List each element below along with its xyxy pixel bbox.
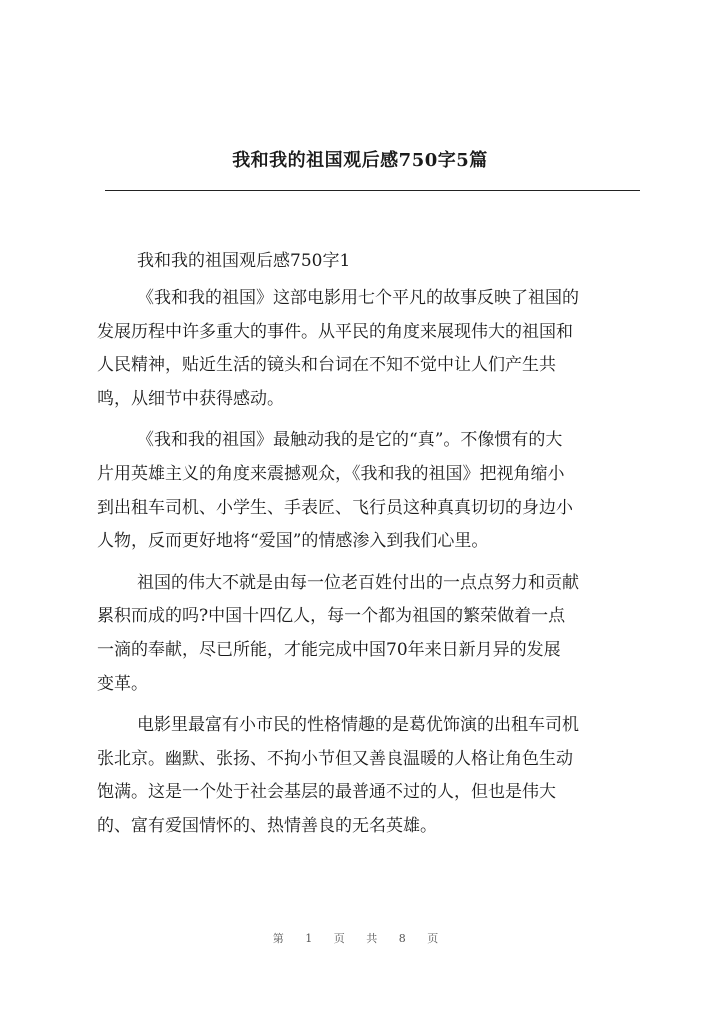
paragraph (97, 709, 657, 843)
paragraph-line: 累积而成的吗?中国十四亿人，每一个都为祖国的繁荣做着一点 (97, 606, 566, 627)
paragraph-line: 人物，反而更好地将“爱国”的情感渗入到我们心里。 (97, 531, 489, 552)
document-body (97, 282, 657, 844)
paragraph-line: 张北京。幽默、张扬、不拘小节但又善良温暖的人格让角色生动 (97, 748, 573, 769)
paragraph-line: 《我和我的祖国》最触动我的是它的“真”。不像惯有的大 (137, 430, 563, 451)
title-divider (105, 190, 640, 191)
page-number: 第 1 页 共 8 页 (272, 932, 448, 945)
paragraph-line: 发展历程中许多重大的事件。从平民的角度来展现伟大的祖国和 (97, 321, 573, 342)
paragraph-line: 片用英雄主义的角度来震撼观众，《我和我的祖国》把视角缩小 (97, 463, 565, 484)
paragraph-line: 《我和我的祖国》这部电影用七个平凡的故事反映了祖国的 (137, 288, 579, 308)
paragraph-line: 的、富有爱国情怀的、热情善良的无名英雄。 (97, 815, 437, 836)
paragraph (97, 282, 657, 416)
paragraph-line: 到出租车司机、小学生、手表匠、飞行员这种真真切切的身边小 (97, 497, 573, 518)
paragraph-line: 鸣，从细节中获得感动。 (97, 388, 284, 409)
paragraph-line: 人民精神，贴近生活的镜头和台词在不知不觉中让人们产生共 (97, 355, 556, 376)
paragraph-line: 电影里最富有小市民的性格情趣的是葛优饰演的出租车司机 (137, 715, 579, 736)
paragraph-line: 祖国的伟大不就是由每一位老百姓付出的一点点努力和贡献 (137, 572, 579, 593)
paragraph-line: 饱满。这是一个处于社会基层的最普通不过的人，但也是伟大 (97, 782, 556, 803)
document-title: 我和我的祖国观后感750字5篇 (232, 150, 488, 171)
section-heading: 我和我的祖国观后感750字1 (137, 251, 351, 271)
paragraph (97, 424, 657, 558)
paragraph-line: 一滴的奉献，尽已所能，才能完成中国70年来日新月异的发展 (97, 639, 561, 660)
paragraph (97, 567, 657, 701)
paragraph-line: 变革。 (97, 673, 148, 694)
